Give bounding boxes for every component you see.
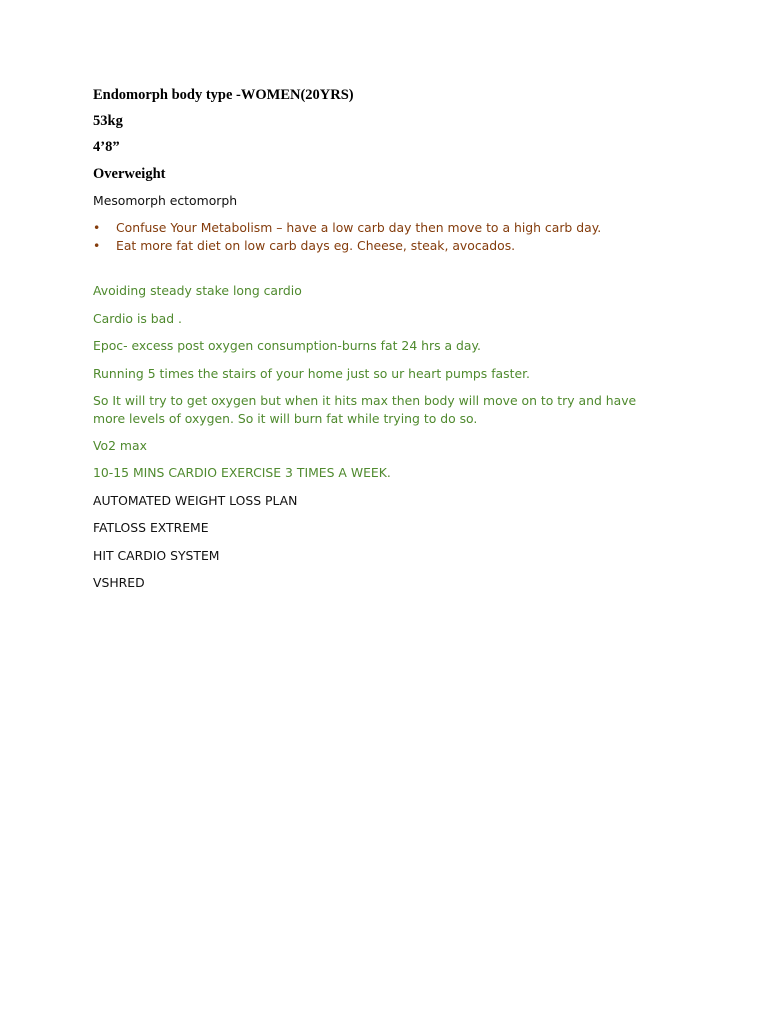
list-item	[93, 219, 693, 237]
note-line: Epoc- excess post oxygen consumption-burns fat 24 hrs a day.	[93, 338, 481, 353]
note-line: 10-15 MINS CARDIO EXERCISE 3 TIMES A WEEK.	[93, 465, 391, 480]
program-line: HIT CARDIO SYSTEM	[93, 548, 220, 563]
note-line: Avoiding steady stake long cardio	[93, 283, 302, 298]
note-line: Running 5 times the stairs of your home just so ur heart pumps faster.	[93, 366, 530, 381]
height-line: 4’8”	[93, 139, 120, 155]
note-line: Vo2 max	[93, 438, 147, 453]
status-line: Overweight	[93, 166, 166, 182]
bullet-icon: •	[93, 238, 101, 253]
bullet-list	[93, 219, 693, 255]
program-line: AUTOMATED WEIGHT LOSS PLAN	[93, 493, 298, 508]
document-title: Endomorph body type -WOMEN(20YRS)	[93, 87, 354, 103]
body-types-line: Mesomorph ectomorph	[93, 193, 238, 208]
note-paragraph: So It will try to get oxygen but when it hits max then body will move on to try and have more levels of oxygen. So it will burn fat while trying to do so.	[93, 393, 637, 426]
note-line: Cardio is bad .	[93, 311, 182, 326]
program-line: FATLOSS EXTREME	[93, 520, 209, 535]
list-item	[93, 237, 693, 255]
bullet-icon: •	[93, 220, 101, 235]
bullet-text: Eat more fat diet on low carb days eg. Cheese, steak, avocados.	[116, 238, 516, 253]
program-line: VSHRED	[93, 575, 145, 590]
weight-line: 53kg	[93, 113, 123, 129]
bullet-text: Confuse Your Metabolism – have a low carb day then move to a high carb day.	[116, 220, 602, 235]
